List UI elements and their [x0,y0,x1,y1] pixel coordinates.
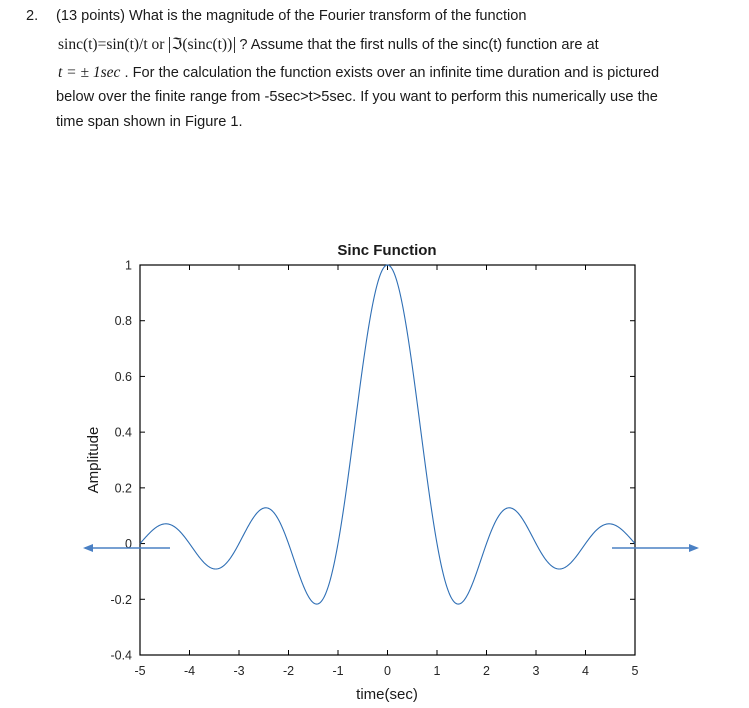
x-tick-label: -3 [233,664,245,678]
sinc-curve [140,265,635,604]
x-tick-label: 0 [384,664,391,678]
y-tick-label: 0.4 [114,425,132,440]
y-tick-label: 0.6 [114,369,132,384]
question-line-2-rest: ? Assume that the first nulls of the sinc(t) function are at [239,37,599,53]
fourier-magnitude-expression: ℑ(sinc(t)) [169,37,236,53]
question-number: 2. [26,8,39,24]
x-axis-label: time(sec) [356,686,418,703]
plot-frame [140,265,635,655]
x-tick-label: 1 [433,664,441,678]
x-tick-label: -5 [134,664,146,678]
y-tick-label: 0.8 [114,314,132,329]
y-tick-label: 0.2 [114,481,132,496]
x-tick-label: -4 [183,664,196,678]
question-line-5: time span shown in Figure 1. [56,114,243,130]
y-tick-label: 0 [125,537,132,552]
y-tick-labels [110,259,132,663]
x-tick-label: 5 [631,664,639,678]
x-tick-label: 2 [483,664,490,678]
x-tick-label: 3 [532,664,540,678]
y-tick-label: 1 [125,258,132,273]
question-line-1: (13 points) What is the magnitude of the Fourier transform of the function [56,8,527,24]
nulls-expression: t = ± 1sec [58,64,121,81]
x-tick-label: -2 [282,664,295,678]
x-tick-labels [134,664,638,678]
x-tick-label: 4 [582,664,589,678]
y-tick-label: -0.4 [110,648,132,663]
x-tick-label: -1 [332,664,344,678]
y-tick-label: -0.2 [110,592,132,607]
chart-title: Sinc Function [337,242,437,259]
sinc-definition: sinc(t)=sin(t)/t or [58,36,165,53]
axis-ticks [140,265,635,655]
y-axis-label: Amplitude [85,426,102,494]
question-line-3-rest: . For the calculation the function exists over an infinite time duration and is pictured [124,65,660,81]
question-line-4: below over the finite range from -5sec>t>5sec. If you want to perform this numerically use the [56,89,658,105]
